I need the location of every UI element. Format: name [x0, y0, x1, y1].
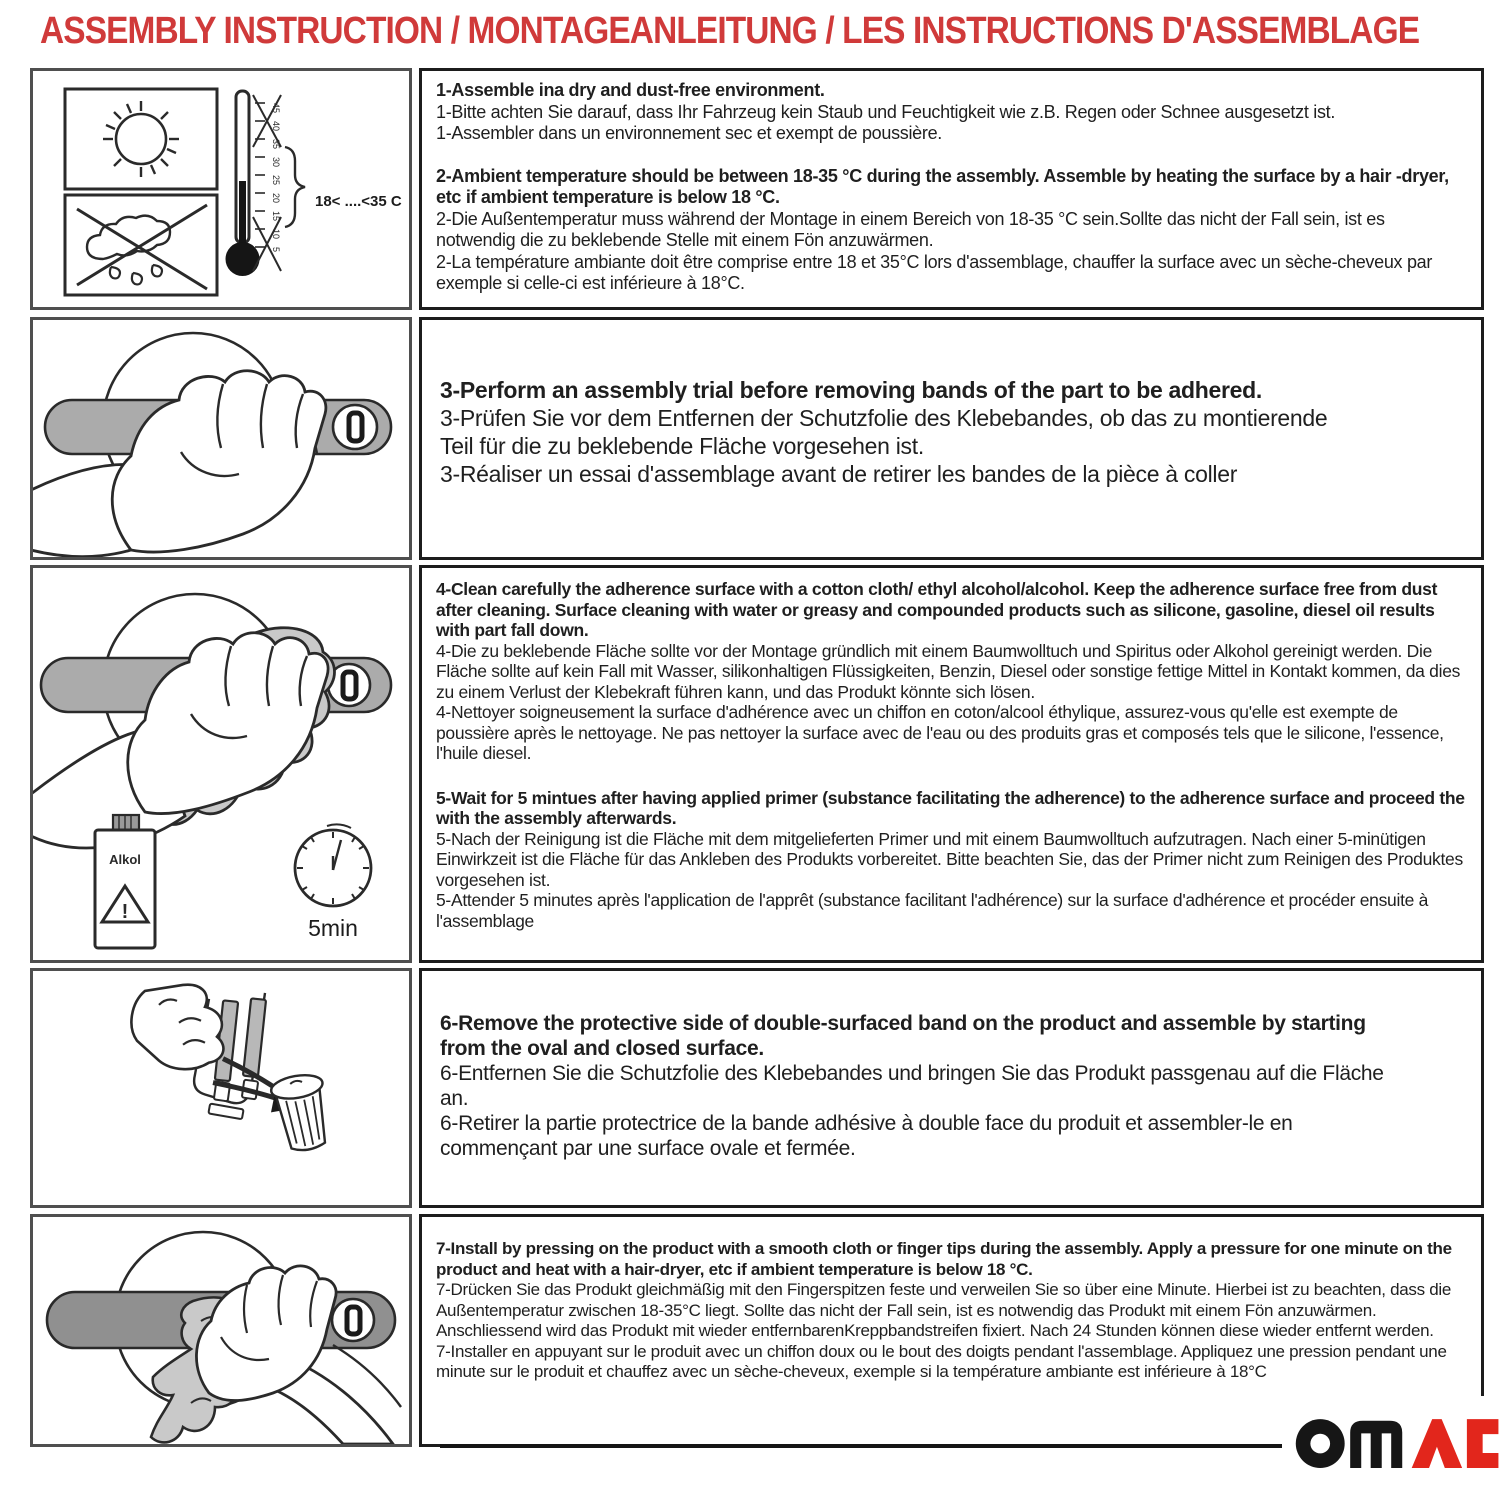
- instruction-paragraph: 2-Die Außentemperatur muss während der Montage in einem Bereich von 18-35 °C sein.Sollte das nicht der Fall sein, ist es notwendig die zu beklebende Stelle mit einem Fön anzuwärmen.: [436, 208, 1385, 250]
- instruction-paragraph: 4-Nettoyer soigneusement la surface d'adhérence avec un chiffon en coton/alcool éthylique, assurez-vous qu'elle est exempte de poussière après le nettoyage. Ne pas nettoyer la surface avec de l'eau ou des produits gras et composés tels que le silicone, l'essence, l'huile diesel.: [436, 702, 1444, 763]
- instruction-paragraph: 4-Die zu beklebende Fläche sollte vor der Montage gründlich mit einem Baumwolltuch und Spiritus oder Alkohol gereinigt werden. Die Fläche sollte auf kein Fall mit Wasser, silikonhaltigen Flüssigkeiten, Benzin, Diesel oder sonstige fettige Mittel in Kontakt kommen, da dies zu einem Verlust der Klebekraft führen kann, und das Produkt könnte sich lösen.: [436, 640, 1461, 702]
- trash-can-icon: [269, 1072, 333, 1155]
- temperature-range-label: 18< ....<35 C: [315, 193, 402, 210]
- instruction-text-panel-4: [419, 968, 1484, 1208]
- instruction-paragraph: 1-Assemble ina dry and dust-free environment.: [436, 80, 825, 100]
- svg-text:45: 45: [271, 103, 281, 114]
- svg-text:35: 35: [271, 139, 281, 150]
- thermometer-icon: [226, 91, 306, 276]
- instruction-paragraph: 7-Install by pressing on the product with a smooth cloth or finger tips during the assembly. Apply a pressure for one minute on the product and heat with a hair-dryer, etc if ambient temperature is below 18 °C.: [436, 1239, 1452, 1279]
- svg-text:25: 25: [271, 175, 281, 186]
- sun-icon: [65, 89, 217, 189]
- instruction-text-panel-2: [419, 317, 1484, 560]
- omac-logo: [1282, 1396, 1500, 1488]
- instruction-paragraph: 5-Nach der Reinigung ist die Fläche mit dem mitgelieferten Primer und mit einem Baumwolltuch aufzutragen. Nach einer 5-minütigen Einwirkzeit ist die Fläche für das Ankleben des Produkts vorbereitet. Bitte beachten Sie, das der Primer nicht zum Reinigen des Produktes vorgesehen ist.: [436, 828, 1463, 890]
- instruction-text-panel-3: [419, 565, 1484, 963]
- instruction-paragraph: 3-Réaliser un essai d'assemblage avant de retirer les bandes de la pièce à coller: [440, 461, 1238, 487]
- logo-letters-black: [1296, 1419, 1402, 1468]
- svg-text:15: 15: [271, 211, 281, 222]
- illustration-panel-remove-band: [30, 968, 412, 1208]
- hand-icon: [131, 985, 223, 1069]
- instruction-paragraph: 3-Perform an assembly trial before removing bands of the part to be adhered.: [440, 377, 1263, 403]
- illustration-panel-press-product: [30, 1214, 412, 1447]
- instruction-paragraph: 2-La température ambiante doit être comprise entre 18 et 35°C lors d'assemblage, chauffer la surface avec un sèche-cheveux par exemple si celle-ci est inférieure à 18°C.: [436, 251, 1433, 293]
- instruction-paragraph: 3-Prüfen Sie vor dem Entfernen der Schutzfolie des Klebebandes, ob das zu montierende Teil für die zu beklebende Fläche vorgesehen ist.: [440, 405, 1328, 459]
- svg-text:30: 30: [271, 157, 281, 168]
- logo-letters-red: [1412, 1419, 1499, 1468]
- illustration-panel-temperature: [30, 68, 412, 310]
- hand-icon: [33, 371, 326, 557]
- svg-text:20: 20: [271, 193, 281, 204]
- no-rain-icon: [65, 195, 217, 295]
- instruction-paragraph: 1-Assembler dans un environnement sec et exempt de poussière.: [436, 123, 942, 143]
- svg-text:5: 5: [271, 247, 281, 253]
- wait-time-label: 5min: [308, 915, 358, 941]
- illustration-panel-cleaning: [30, 565, 412, 963]
- instruction-paragraph: 4-Clean carefully the adherence surface with a cotton cloth/ ethyl alcohol/alcohol. Keep the adherence surface free from dust after cleaning. Surface cleaning with water or greasy and compounded products such as silicone, gasoline, diesel oil results with part fall down.: [436, 579, 1438, 640]
- svg-text:10: 10: [271, 229, 281, 240]
- page-title: ASSEMBLY INSTRUCTION / MONTAGEANLEITUNG / LES INSTRUCTIONS D'ASSEMBLAGE: [40, 10, 1420, 52]
- illustration-panel-assembly-trial: [30, 317, 412, 560]
- instruction-paragraph: 6-Entfernen Sie die Schutzfolie des Klebebandes und bringen Sie das Produkt passgenau auf die Fläche an.: [440, 1062, 1384, 1110]
- instruction-paragraph: 6-Retirer la partie protectrice de la bande adhésive à double face du produit et assembler-le en commençant par une surface ovale et fermée.: [440, 1112, 1293, 1160]
- instruction-paragraph: 1-Bitte achten Sie darauf, dass Ihr Fahrzeug kein Staub und Feuchtigkeit wie z.B. Regen oder Schnee ausgesetzt ist.: [436, 101, 1336, 122]
- instruction-paragraph: 7-Installer en appuyant sur le produit avec un chiffon doux ou le bout des doigts pendant l'assemblage. Appliquez une pression pendant une minute sur le produit et chauffez avec un sèche-cheveux, exemple si la température ambiante est inférieure à 18°C: [436, 1341, 1447, 1381]
- alcohol-bottle-icon: [95, 815, 155, 948]
- instruction-paragraph: 2-Ambient temperature should be between 18-35 °C during the assembly. Assemble by heating the surface by a hair -dryer, etc if ambient temperature is below 18 °C.: [436, 165, 1449, 207]
- instruction-paragraph: 5-Attender 5 minutes après l'application de l'apprêt (substance facilitant l'adhérence) sur la surface d'adhérence et procéder ensuite à l'assemblage: [436, 890, 1429, 931]
- instruction-text-panel-1: [419, 68, 1484, 310]
- instruction-paragraph: 6-Remove the protective side of double-surfaced band on the product and assemble by starting from the oval and closed surface.: [440, 1012, 1366, 1060]
- warning-triangle-icon: !: [121, 901, 129, 923]
- clock-icon: [295, 824, 371, 941]
- instruction-paragraph: 7-Drücken Sie das Produkt gleichmäßig mit den Fingerspitzen feste und verweilen Sie so über eine Minute. Hierbei ist zu beachten, dass die Außentemperatur zwischen 18-35°C liegt. Sollte das nicht der Fall sein, ist es notwendig das Produkt mit einem Fön anzuwärmen. Anschliessend wird das Produkt mit wieder entfernbarenKreppbandstreifen fixiert. Nach 24 Stunden können diese wieder entfernt werden.: [436, 1280, 1452, 1340]
- bottle-label: Alkol: [109, 852, 141, 867]
- svg-text:40: 40: [271, 121, 281, 132]
- instruction-paragraph: 5-Wait for 5 mintues after having applied primer (substance facilitating the adherence) to the adherence surface and proceed the with the assembly afterwards.: [436, 787, 1465, 828]
- footer-divider-line: [440, 1444, 1285, 1448]
